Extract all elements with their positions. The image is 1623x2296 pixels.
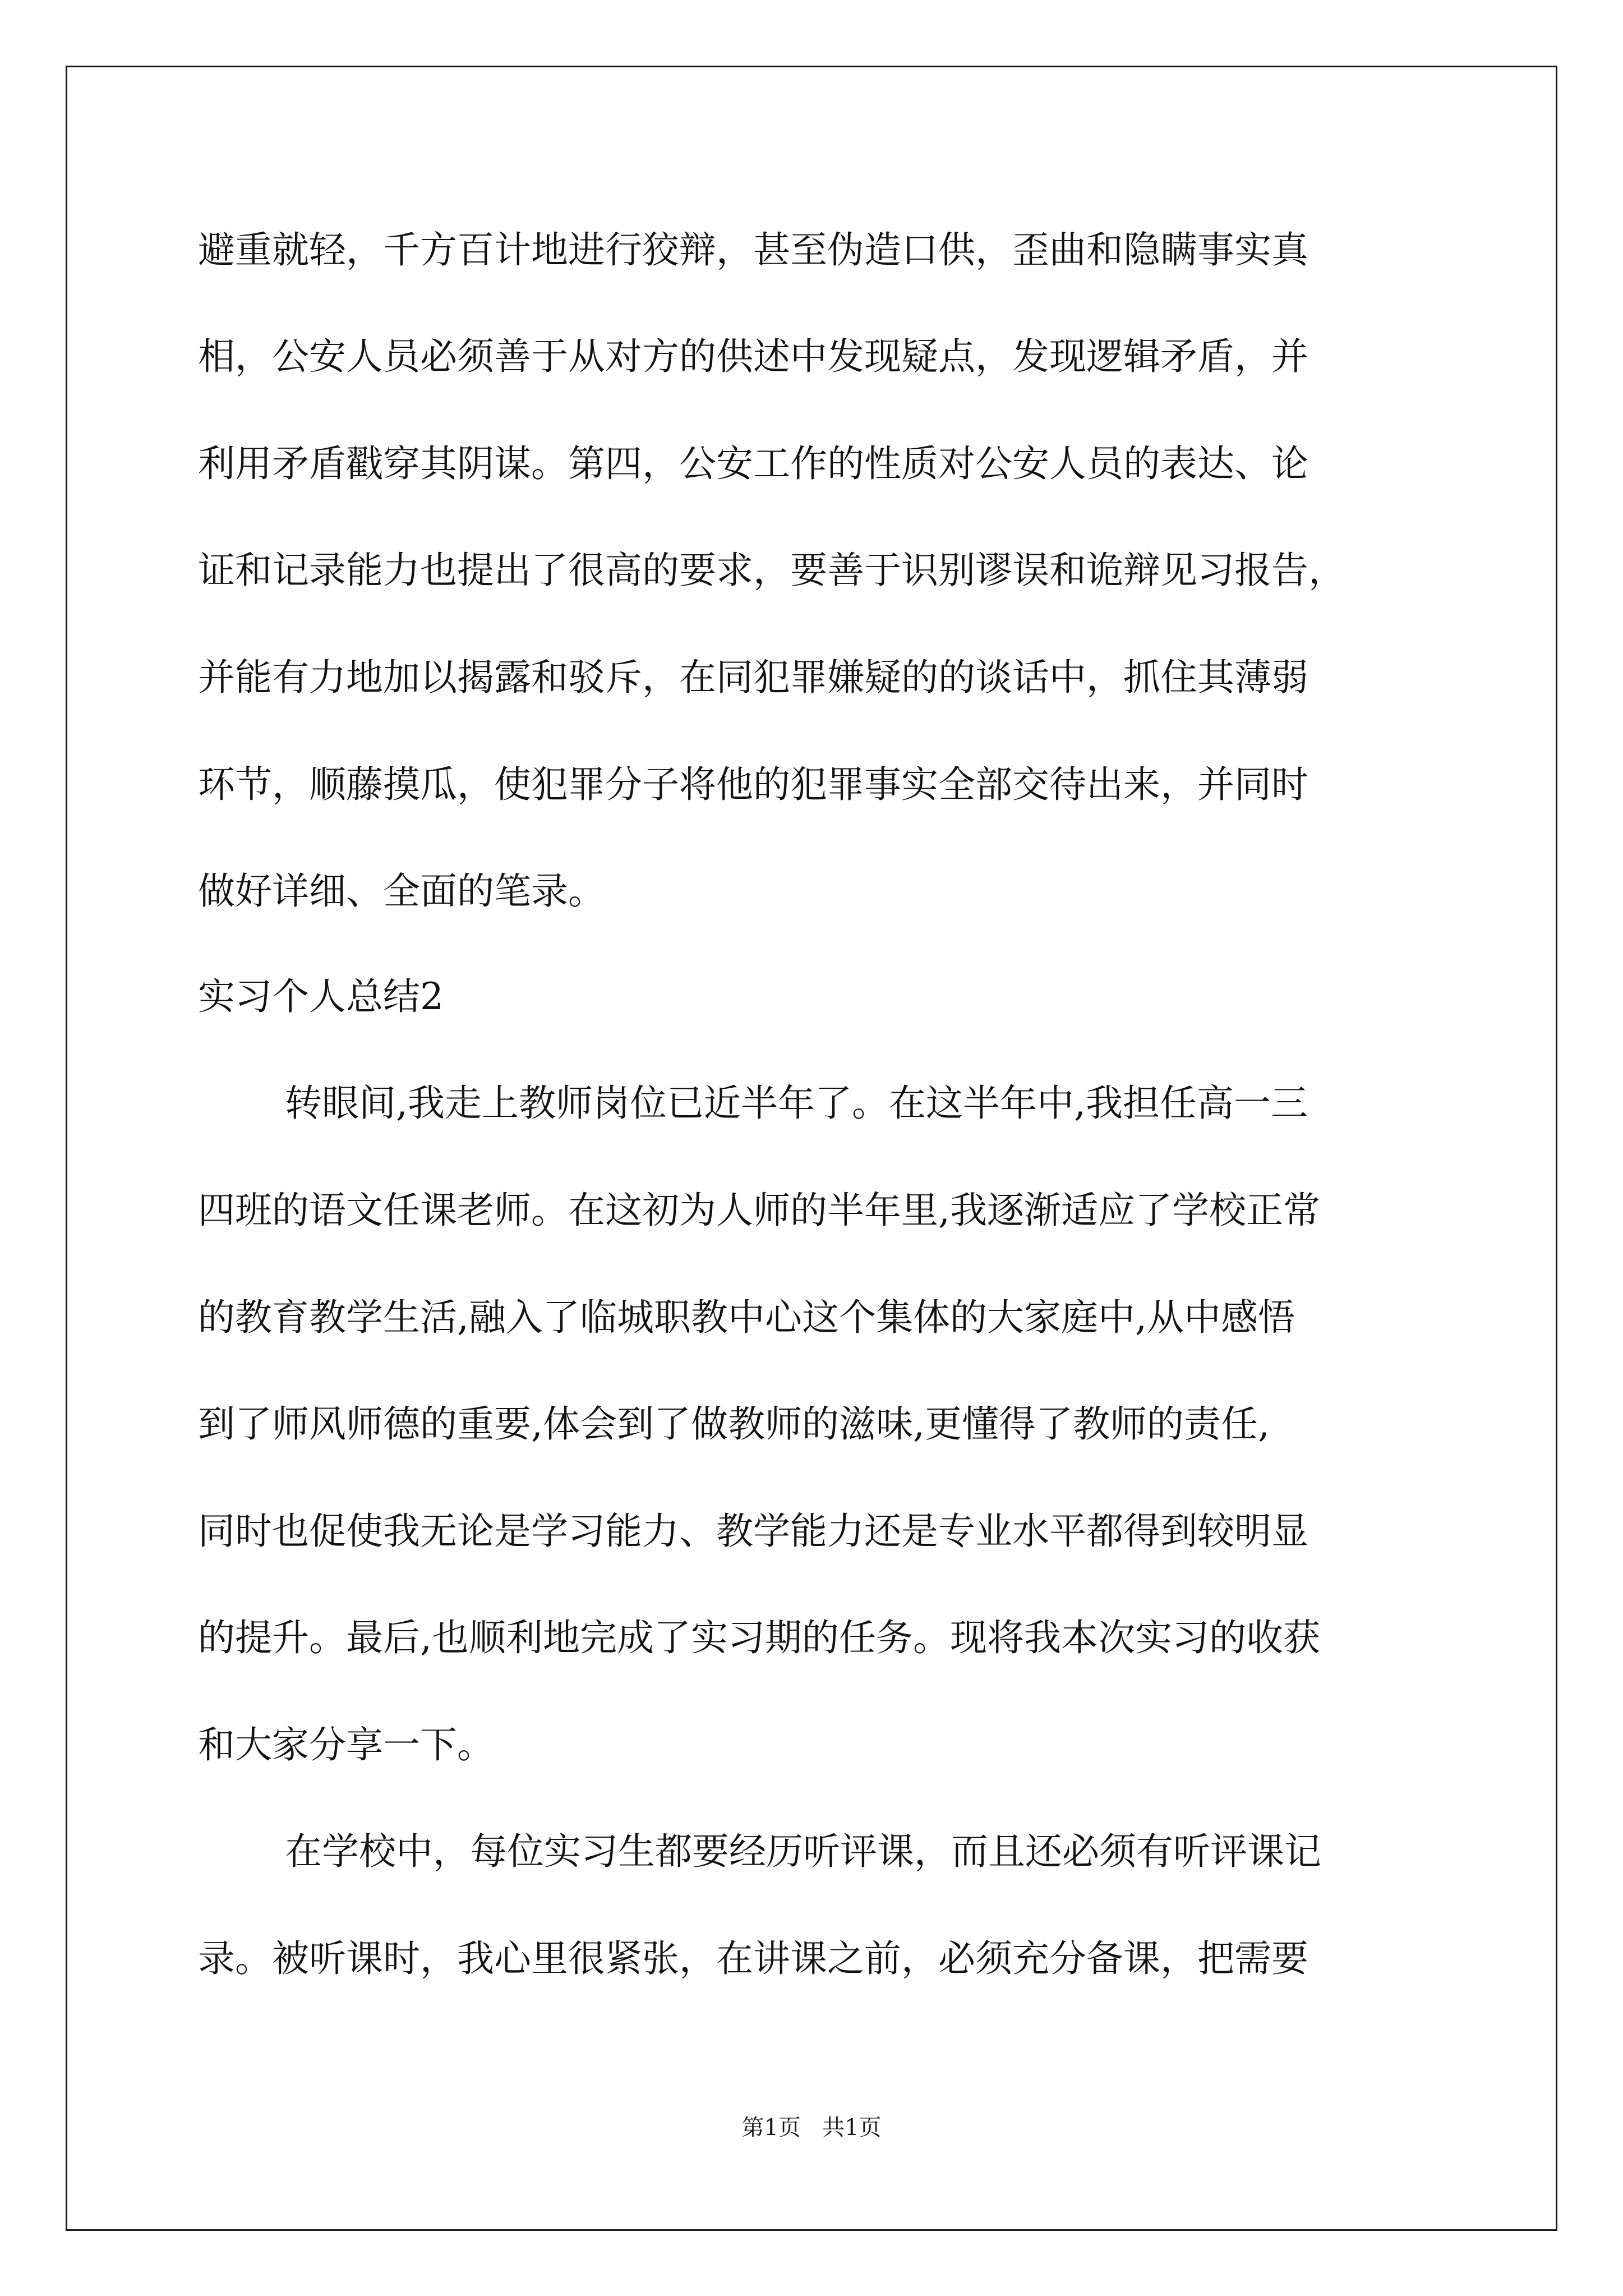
paragraph-line: 和大家分享一下。	[198, 1723, 494, 1766]
paragraph-line: 四班的语文任课老师。在这初为人师的半年里,我逐渐适应了学校正常	[198, 1189, 1320, 1232]
page-border	[66, 66, 1557, 2231]
paragraph-line: 做好详细、全面的笔录。	[198, 869, 605, 913]
paragraph-line: 的提升。最后,也顺利地完成了实习期的任务。现将我本次实习的收获	[198, 1616, 1320, 1659]
paragraph-line: 在学校中，每位实习生都要经历听评课，而且还必须有听评课记	[285, 1830, 1321, 1873]
paragraph-line: 利用矛盾戳穿其阴谋。第四，公安工作的性质对公安人员的表达、论	[198, 442, 1308, 485]
paragraph-line: 录。被听课时，我心里很紧张，在讲课之前，必须充分备课，把需要	[198, 1937, 1308, 1980]
page-number-footer: 第1页 共1页	[741, 2115, 882, 2141]
paragraph-line: 转眼间,我走上教师岗位已近半年了。在这半年中,我担任高一三	[285, 1082, 1308, 1125]
paragraph-line: 并能有力地加以揭露和驳斥，在同犯罪嫌疑的的谈话中，抓住其薄弱	[198, 656, 1308, 699]
paragraph-line: 环节，顺藤摸瓜，使犯罪分子将他的犯罪事实全部交待出来，并同时	[198, 763, 1308, 806]
section-heading: 实习个人总结2	[198, 975, 444, 1018]
paragraph-line: 的教育教学生活,融入了临城职教中心这个集体的大家庭中,从中感悟	[198, 1296, 1295, 1339]
paragraph-line: 避重就轻，千方百计地进行狡辩，甚至伪造口供，歪曲和隐瞒事实真	[198, 228, 1308, 272]
paragraph-line: 相，公安人员必须善于从对方的供述中发现疑点，发现逻辑矛盾，并	[198, 335, 1308, 378]
paragraph-line: 同时也促使我无论是学习能力、教学能力还是专业水平都得到较明显	[198, 1510, 1308, 1553]
paragraph-line: 证和记录能力也提出了很高的要求，要善于识别谬误和诡辩见习报告，	[198, 549, 1345, 592]
paragraph-line: 到了师风师德的重要,体会到了做教师的滋味,更懂得了教师的责任,	[198, 1402, 1270, 1446]
